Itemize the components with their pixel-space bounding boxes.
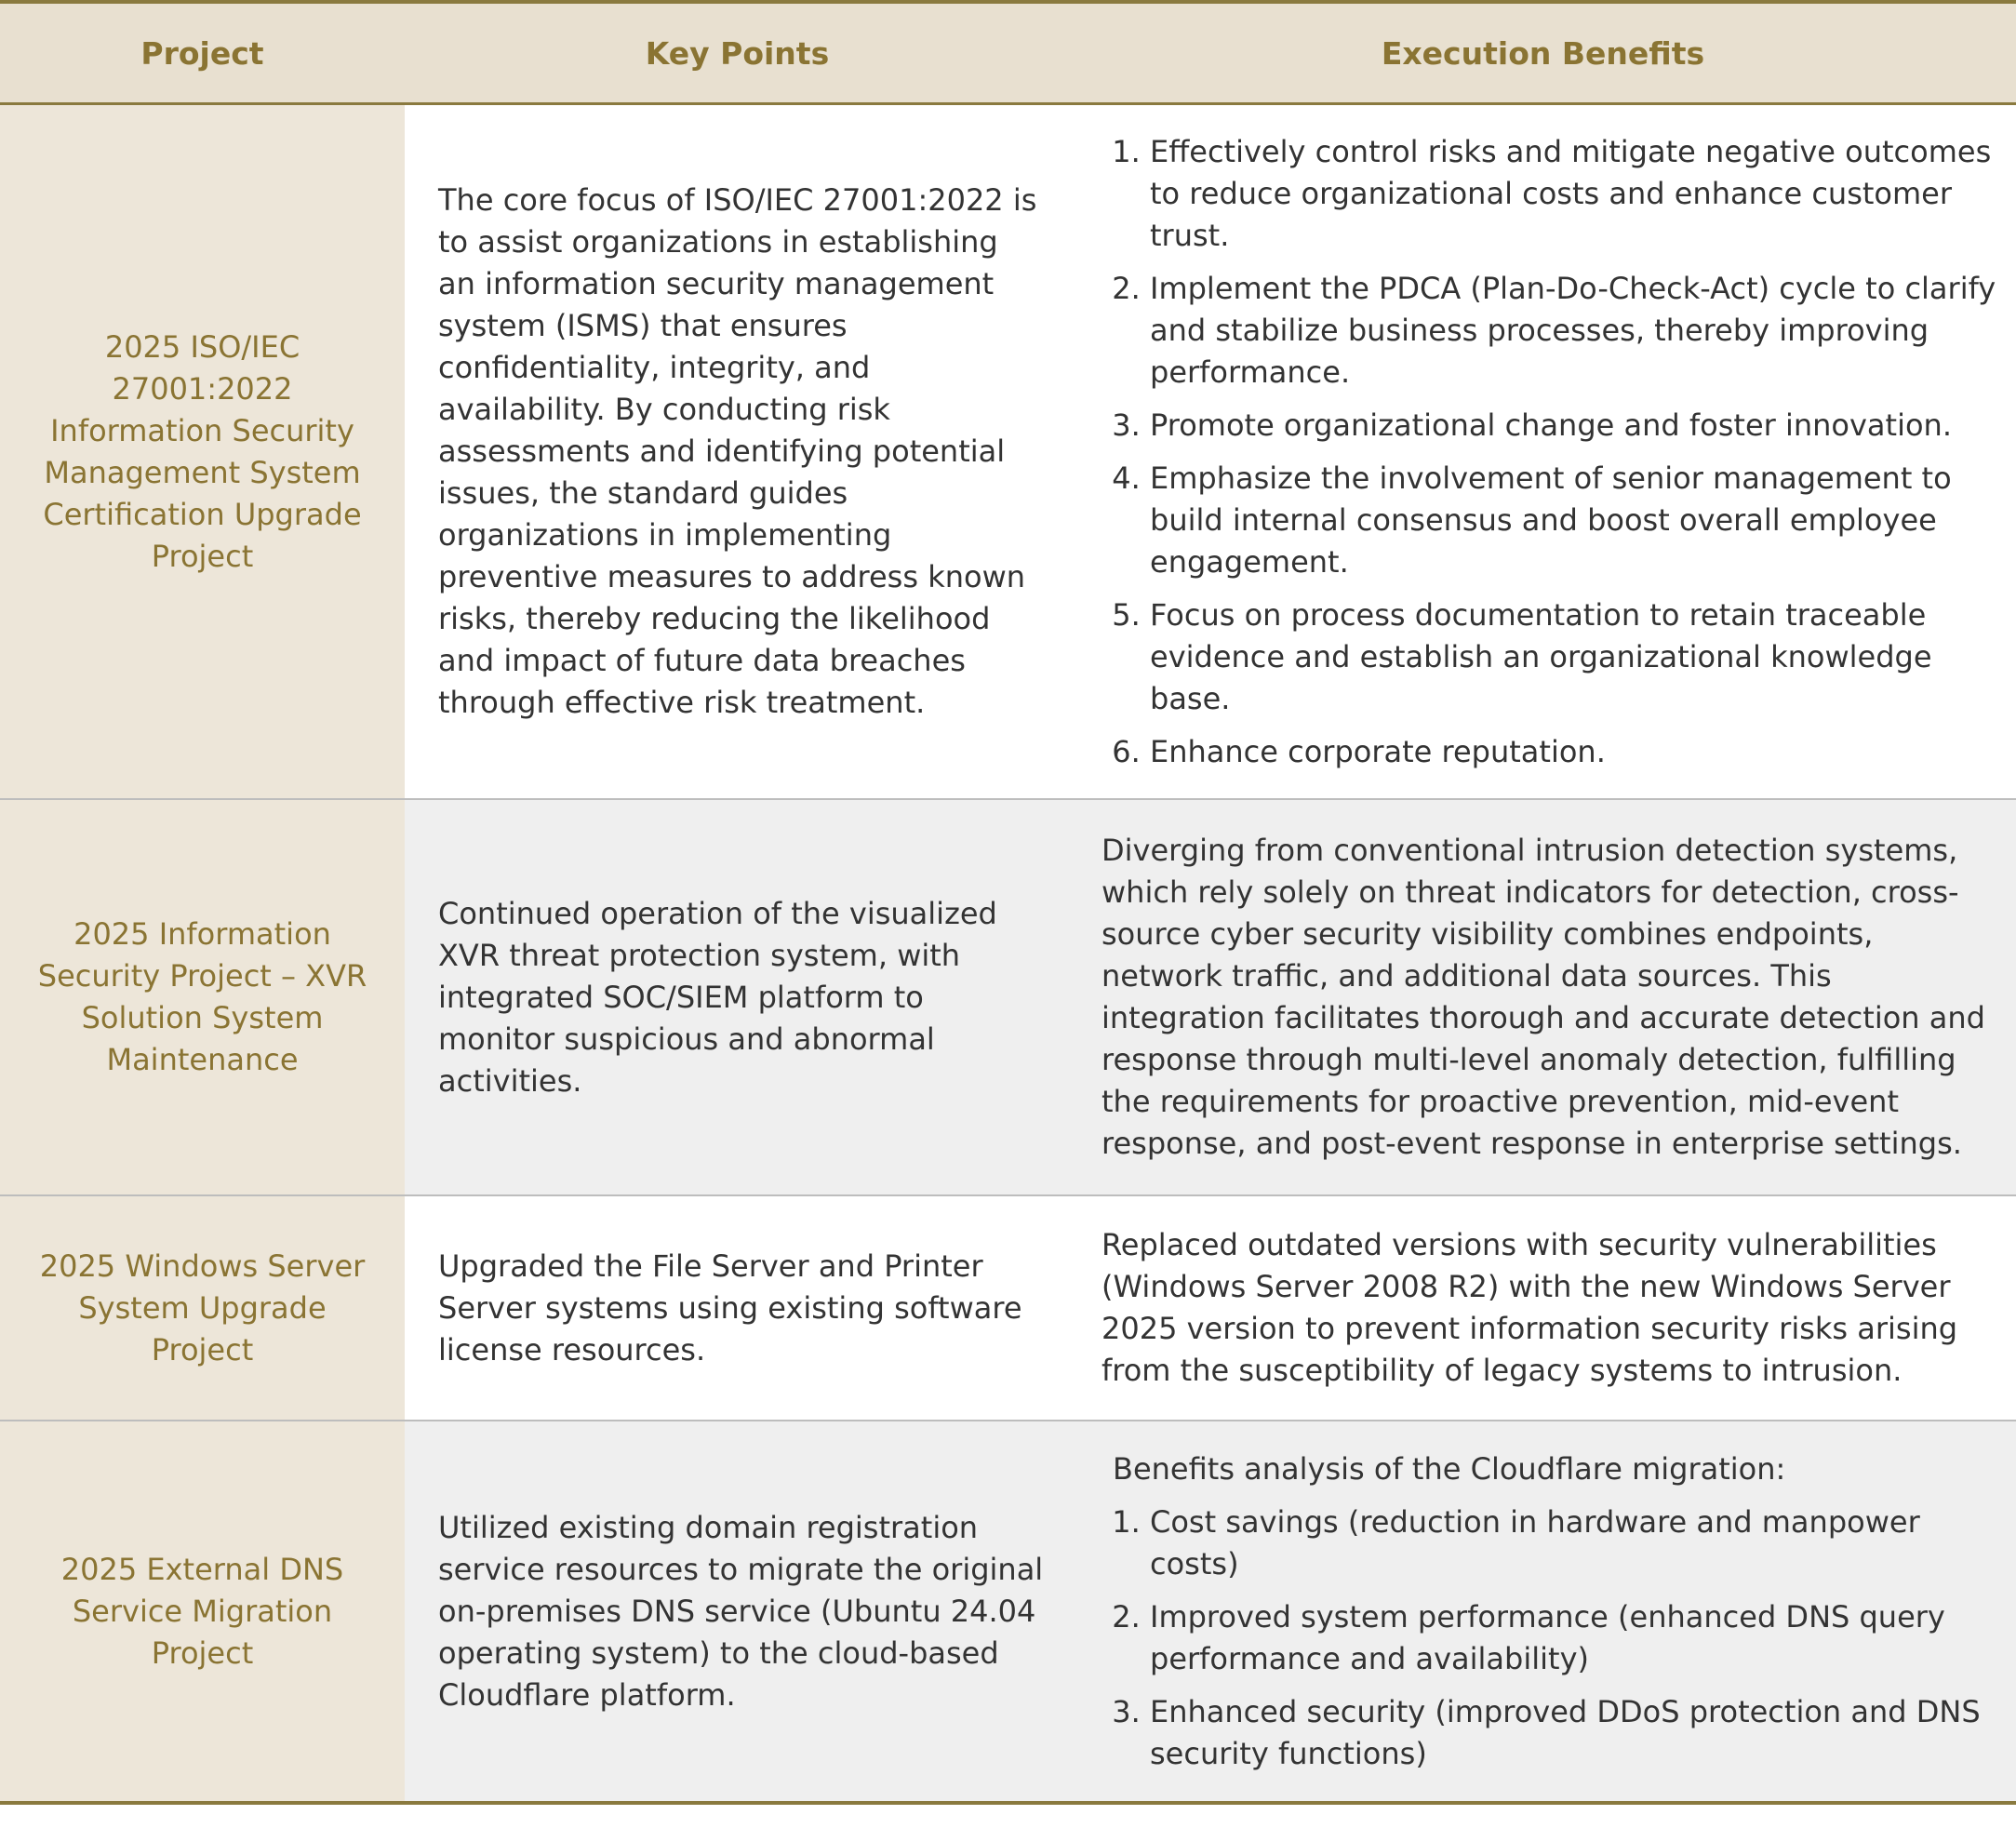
key-points-cell: Upgraded the File Server and Printer Server systems using existing software license resources. — [405, 1195, 1070, 1421]
table-header-row — [0, 2, 2016, 104]
header-project: Project — [0, 2, 405, 104]
benefit-item: 5. Focus on process documentation to retain traceable evidence and establish an organizational knowledge base. — [1150, 594, 1997, 720]
benefit-item: 2. Implement the PDCA (Plan-Do-Check-Act) cycle to clarify and stabilize business processes, thereby improving performance. — [1150, 268, 1997, 394]
benefits-list — [1101, 131, 1997, 773]
benefits-cell — [1070, 1421, 2016, 1803]
table-row — [0, 1421, 2016, 1803]
benefits-intro: Benefits analysis of the Cloudflare migration: — [1113, 1450, 1786, 1487]
benefit-item: 6. Enhance corporate reputation. — [1150, 731, 1997, 773]
key-points-cell: Continued operation of the visualized XVR threat protection system, with integrated SOC/SIEM platform to monitor suspicious and abnormal activities. — [405, 799, 1070, 1195]
table-row — [0, 1195, 2016, 1421]
project-cell: 2025 Information Security Project – XVR Solution System Maintenance — [0, 799, 405, 1195]
project-cell: 2025 Windows Server System Upgrade Project — [0, 1195, 405, 1421]
benefits-cell: Diverging from conventional intrusion detection systems, which rely solely on threat indicators for detection, cross-source cyber security visibility combines endpoints, network traffic, and additional data sources. This integration facilitates thorough and accurate detection and response through multi-level anomaly detection, fulfilling the requirements for proactive prevention, mid-event response, and post-event response in enterprise settings. — [1070, 799, 2016, 1195]
benefits-cell: Replaced outdated versions with security vulnerabilities (Windows Server 2008 R2) with the new Windows Server 2025 version to prevent information security risks arising from the susceptibility of legacy systems to intrusion. — [1070, 1195, 2016, 1421]
benefit-item: 2. Improved system performance (enhanced DNS query performance and availability) — [1150, 1596, 1997, 1680]
key-points-cell: Utilized existing domain registration service resources to migrate the original on-premises DNS service (Ubuntu 24.04 operating system) to the cloud-based Cloudflare platform. — [405, 1421, 1070, 1803]
table-row — [0, 799, 2016, 1195]
benefit-item: 1. Effectively control risks and mitigate negative outcomes to reduce organizational costs and enhance customer trust. — [1150, 131, 1997, 257]
benefits-list — [1101, 1501, 1997, 1775]
benefit-item: 4. Emphasize the involvement of senior management to build internal consensus and boost overall employee engagement. — [1150, 458, 1997, 583]
benefit-item: 1. Cost savings (reduction in hardware and manpower costs) — [1150, 1501, 1997, 1585]
benefits-cell — [1070, 104, 2016, 800]
benefit-item: 3. Enhanced security (improved DDoS protection and DNS security functions) — [1150, 1691, 1997, 1775]
project-cell: 2025 ISO/IEC 27001:2022 Information Security Management System Certification Upgrade Project — [0, 104, 405, 800]
key-points-cell: The core focus of ISO/IEC 27001:2022 is to assist organizations in establishing an information security management system (ISMS) that ensures confidentiality, integrity, and availability. By conducting risk assessments and identifying potential issues, the standard guides organizations in implementing preventive measures to address known risks, thereby reducing the likelihood and impact of future data breaches through effective risk treatment. — [405, 104, 1070, 800]
header-key-points: Key Points — [405, 2, 1070, 104]
project-cell: 2025 External DNS Service Migration Project — [0, 1421, 405, 1803]
benefit-item: 3. Promote organizational change and foster innovation. — [1150, 405, 1997, 447]
header-execution-benefits: Execution Benefits — [1070, 2, 2016, 104]
table-row — [0, 104, 2016, 800]
